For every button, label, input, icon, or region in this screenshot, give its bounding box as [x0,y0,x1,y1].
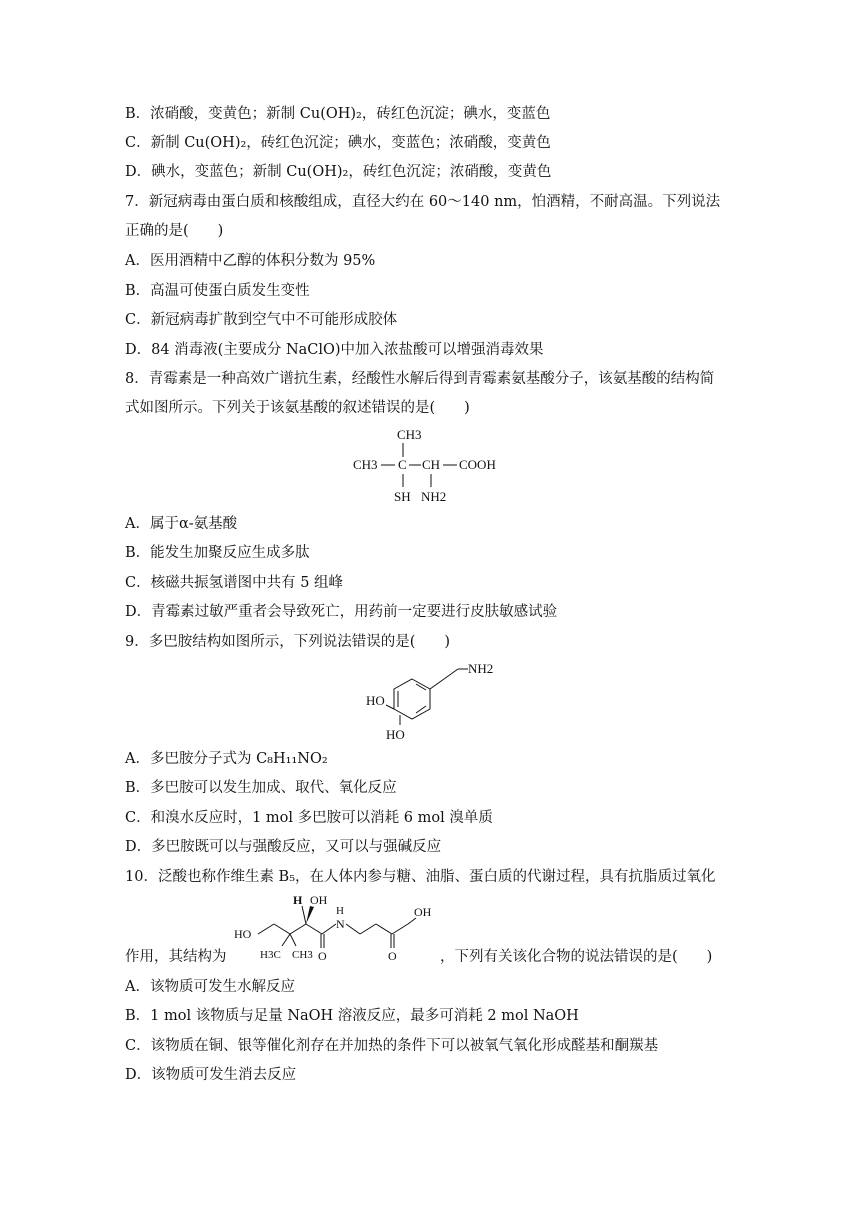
q6-option-b: B．浓硝酸，变黄色；新制 Cu(OH)₂，砖红色沉淀；碘水，变蓝色 [125,106,551,122]
q8-nh2: NH2 [421,489,447,504]
q10-o-right: O [388,949,397,963]
q10-option-a: A．该物质可发生水解反应 [125,979,295,995]
q8-structure-formula [345,425,515,514]
q9-option-d: D．多巴胺既可以与强酸反应，又可以与强碱反应 [125,839,442,855]
q8-option-c: C．核磁共振氢谱图中共有 5 组峰 [125,575,344,591]
q8-ch: CH [422,457,441,472]
q7-option-c: C．新冠病毒扩散到空气中不可能形成胶体 [125,312,398,328]
q10-pantothenic-acid-structure [230,892,440,968]
q10-h3c: H3C [260,949,281,961]
q9-ho-2: HO [386,727,405,742]
q10-oh-right: OH [414,905,432,919]
q7-option-a: A．医用酒精中乙醇的体积分数为 95% [125,253,376,269]
q8-sh: SH [394,489,411,504]
q8-stem-line1: 8．青霉素是一种高效广谱抗生素，经酸性水解后得到青霉素氨基酸分子，该氨基酸的结构简 [125,371,715,387]
q9-dopamine-structure [360,655,500,749]
q10-h: H [293,893,303,907]
q9-nh2: NH2 [468,661,494,676]
q10-stem-line2-a: 作用，其结构为 [125,949,227,965]
q10-oh-top: OH [310,893,328,907]
q10-option-d: D．该物质可发生消去反应 [125,1067,297,1083]
q8-option-b: B．能发生加聚反应生成多肽 [125,545,310,561]
q6-option-d: D．碘水，变蓝色；新制 Cu(OH)₂，砖红色沉淀；浓硝酸，变黄色 [125,164,552,180]
q9-option-c: C．和溴水反应时，1 mol 多巴胺可以消耗 6 mol 溴单质 [125,810,493,826]
q10-option-b: B．1 mol 该物质与足量 NaOH 溶液反应，最多可消耗 2 mol NaOH [125,1008,579,1024]
q10-stem-line1: 10．泛酸也称作维生素 B₅，在人体内参与糖、油脂、蛋白质的代谢过程，具有抗脂质过氧化 [125,869,716,885]
q8-cooh: COOH [459,457,496,472]
q7-stem-line2: 正确的是( ) [125,223,224,239]
q8-ch3-left: CH3 [353,457,378,472]
q10-ho: HO [234,927,252,941]
q10-ch3: CH3 [292,949,313,961]
q8-stem-line2: 式如图所示。下列关于该氨基酸的叙述错误的是( ) [125,400,470,416]
q9-option-b: B．多巴胺可以发生加成、取代、氧化反应 [125,780,397,796]
q8-option-d: D．青霉素过敏严重者会导致死亡，用药前一定要进行皮肤敏感试验 [125,604,558,620]
q9-option-a: A．多巴胺分子式为 C₈H₁₁NO₂ [125,751,328,767]
q9-ho-1: HO [366,693,385,708]
q7-stem-line1: 7．新冠病毒由蛋白质和核酸组成，直径大约在 60～140 nm，怕酒精，不耐高温。下列说法 [125,194,721,210]
q6-option-c: C．新制 Cu(OH)₂，砖红色沉淀；碘水，变蓝色；浓硝酸，变黄色 [125,135,551,151]
q10-n: N [336,917,345,931]
q10-o-left: O [318,949,327,963]
q7-option-b: B．高温可使蛋白质发生变性 [125,283,310,299]
q8-c: C [398,457,407,472]
q8-ch3-top: CH3 [397,427,422,442]
q10-stem-line2-b: ，下列有关该化合物的说法错误的是( ) [440,949,713,965]
q7-option-d: D．84 消毒液(主要成分 NaClO)中加入浓盐酸可以增强消毒效果 [125,342,544,358]
q9-stem: 9．多巴胺结构如图所示，下列说法错误的是( ) [125,634,451,650]
q10-nh-h: H [336,905,344,917]
q10-option-c: C．该物质在铜、银等催化剂存在并加热的条件下可以被氧气氧化形成醛基和酮羰基 [125,1038,659,1054]
q8-option-a: A．属于α-氨基酸 [125,516,238,532]
